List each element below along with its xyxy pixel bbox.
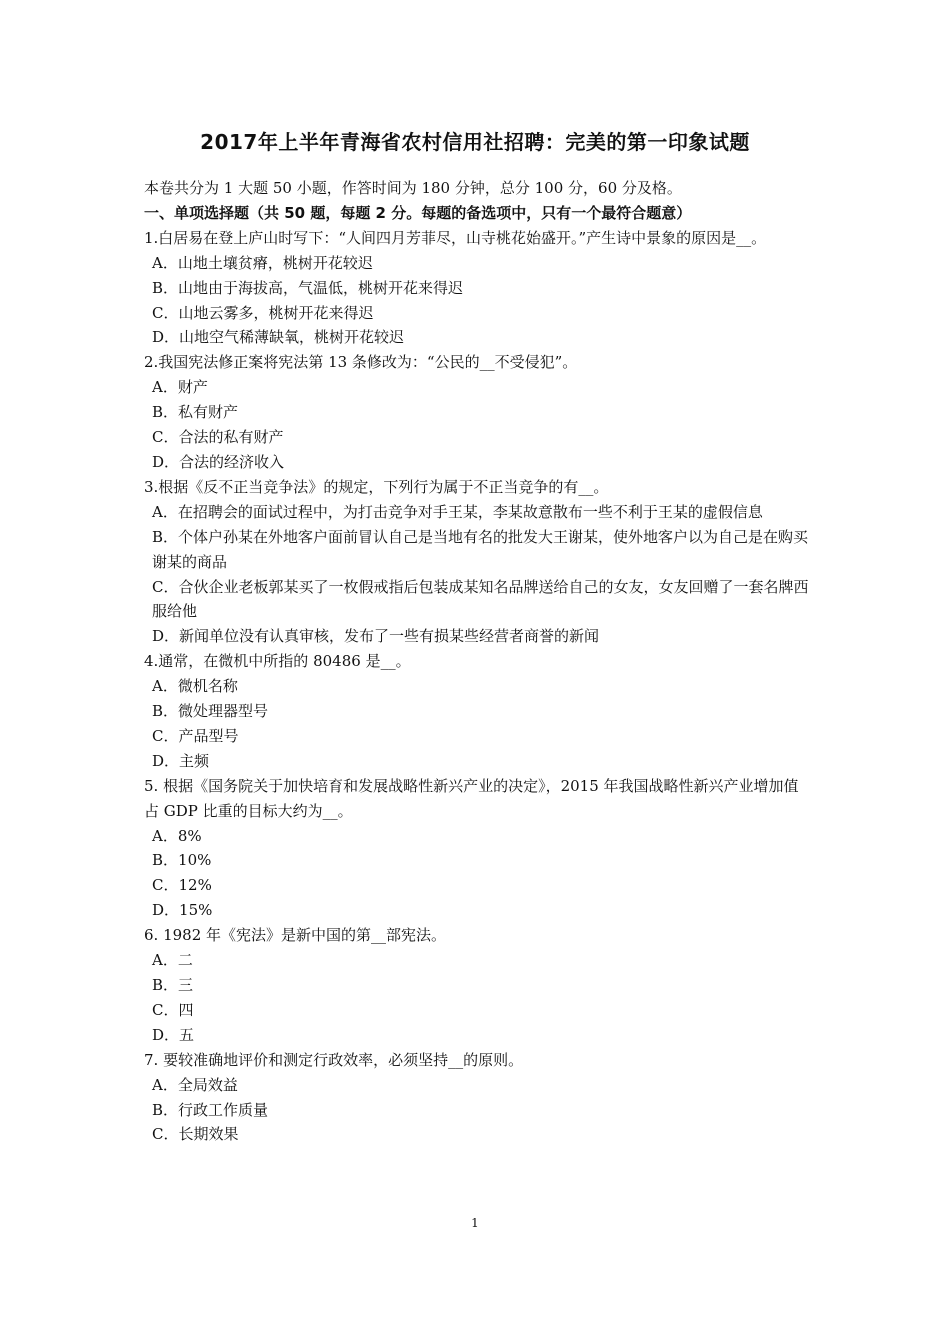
option-d: D．新闻单位没有认真审核，发布了一些有损某些经营者商誉的新闻 (152, 627, 600, 646)
question-6 (144, 923, 812, 1048)
question-3 (144, 475, 812, 649)
option-d: D．合法的经济收入 (152, 452, 285, 471)
section-heading: 一、单项选择题（共 50 题，每题 2 分。每题的备选项中，只有一个最符合题意） (144, 203, 692, 222)
option-a: A．山地土壤贫瘠，桃树开花较迟 (152, 253, 373, 272)
question-7 (144, 1048, 812, 1148)
option-d: D．主频 (152, 751, 210, 770)
exam-intro: 本卷共分为 1 大题 50 小题，作答时间为 180 分钟，总分 100 分，60 分及格。 (144, 179, 682, 197)
option-a: A．8% (152, 826, 202, 845)
option-c: C．12% (152, 876, 212, 895)
question-5 (144, 774, 812, 923)
question-text: 3.根据《反不正当竞争法》的规定，下列行为属于不正当竞争的有__。 (144, 477, 609, 496)
option-c: C．产品型号 (152, 726, 239, 745)
option-b: B．微处理器型号 (152, 702, 269, 721)
document-title: 2017年上半年青海省农村信用社招聘：完美的第一印象试题 (200, 130, 750, 154)
option-a: A．二 (152, 951, 193, 970)
option-c: C．合伙企业老板郭某买了一枚假戒指后包装成某知名品牌送给自己的女友，女友回赠了一套名牌西服给他 (152, 577, 809, 621)
question-text: 5. 根据《国务院关于加快培育和发展战略性新兴产业的决定》，2015 年我国战略性新兴产业增加值占 GDP 比重的目标大约为__。 (144, 776, 799, 820)
question-2 (144, 350, 812, 475)
option-b: B．三 (152, 976, 194, 994)
option-c: C．合法的私有财产 (152, 428, 284, 447)
option-d: D．山地空气稀薄缺氧，桃树开花较迟 (152, 328, 405, 347)
option-a: A．微机名称 (152, 677, 238, 696)
option-a: A．在招聘会的面试过程中，为打击竞争对手王某，李某故意散布一些不利于王某的虚假信息 (152, 502, 763, 521)
option-b: B．私有财产 (152, 403, 239, 422)
option-a: A．全局效益 (152, 1075, 238, 1094)
option-d: D．15% (152, 901, 213, 920)
option-c: C．四 (152, 1000, 194, 1019)
option-b: B．山地由于海拔高，气温低，桃树开花来得迟 (152, 278, 464, 297)
option-c: C．长期效果 (152, 1125, 239, 1144)
option-c: C．山地云雾多，桃树开花来得迟 (152, 303, 374, 322)
document-body (144, 176, 812, 1147)
question-text: 2.我国宪法修正案将宪法第 13 条修改为：“公民的__不受侵犯”。 (144, 353, 578, 372)
question-text: 1.白居易在登上庐山时写下：“人间四月芳菲尽，山寺桃花始盛开。”产生诗中景象的原因是__。 (144, 228, 767, 247)
question-text: 6. 1982 年《宪法》是新中国的第__部宪法。 (144, 926, 447, 945)
question-1 (144, 226, 812, 351)
question-text: 4.通常，在微机中所指的 80486 是__。 (144, 652, 411, 671)
question-4 (144, 649, 812, 774)
option-b: B．行政工作质量 (152, 1100, 269, 1119)
option-d: D．五 (152, 1025, 195, 1044)
page-number: 1 (471, 1216, 479, 1230)
question-text: 7. 要较准确地评价和测定行政效率，必须坚持__的原则。 (144, 1050, 524, 1069)
option-a: A．财产 (152, 378, 208, 397)
option-b: B．个体户孙某在外地客户面前冒认自己是当地有名的批发大王谢某，使外地客户以为自己是在购买谢某的商品 (152, 527, 809, 571)
option-b: B．10% (152, 851, 212, 870)
